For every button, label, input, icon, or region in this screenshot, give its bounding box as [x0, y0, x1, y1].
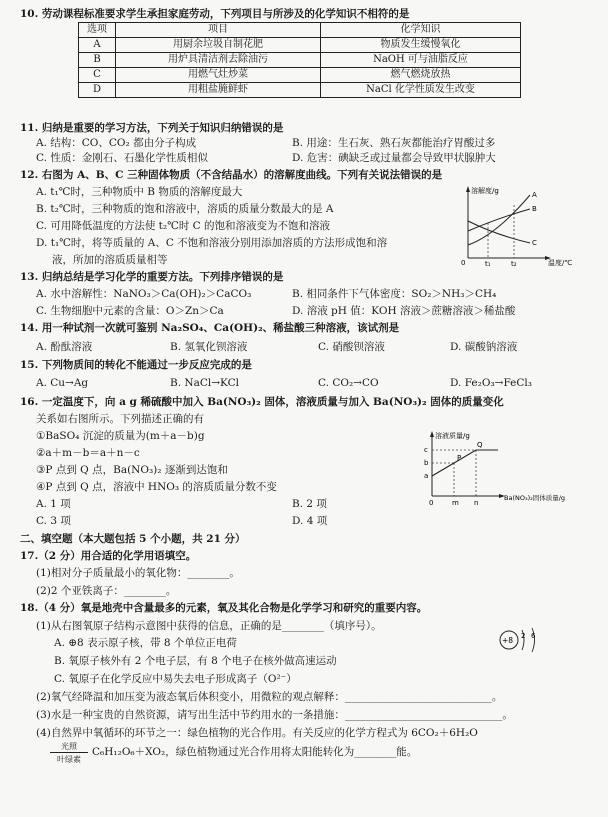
- table-cell: 用燃气灶炒菜: [116, 68, 321, 83]
- point-p-label: P: [457, 454, 462, 462]
- table-row: [79, 83, 521, 98]
- curve-label-c: C: [532, 239, 537, 247]
- section-2-heading: 二、填空题（本大题包括 5 个小题，共 21 分）: [20, 533, 246, 545]
- tick-t1: t₁: [485, 260, 491, 268]
- q15-option-a: A. Cu→Ag: [36, 377, 89, 389]
- q11-option-b: B. 用途：生石灰、熟石灰都能治疗胃酸过多: [292, 137, 496, 149]
- q16-stem-line2: 关系如右图所示。下列描述正确的有: [36, 413, 204, 425]
- q18-part-4-equation: C₆H₁₂O₆＋XO₂，绿色植物通过光合作用将太阳能转化为________能。: [92, 746, 418, 758]
- q11-option-a: A. 结构：CO、CO₂ 都由分子构成: [36, 137, 197, 149]
- q15-stem: 15. 下列物质间的转化不能通过一步反应完成的是: [20, 359, 252, 371]
- q18-part-4: (4)自然界中氧循环的环节之一：绿色植物的光合作用。有关反应的化学方程式为 6CO₂＋6H₂O: [36, 727, 478, 739]
- q16-option-a: A. 1 项: [36, 498, 71, 510]
- x-tick-m: m: [452, 499, 459, 507]
- q16-statement-2: ②a＋m－b＝a＋n－c: [36, 447, 140, 459]
- q17-stem: 17.（2 分）用合适的化学用语填空。: [20, 550, 197, 562]
- table-cell: D: [79, 83, 116, 98]
- q12-stem: 12. 右图为 A、B、C 三种固体物质（不含结晶水）的溶解度曲线。下列有关说法错误的是: [20, 169, 443, 181]
- q15-option-d: D. Fe₂O₃→FeCl₃: [450, 377, 532, 389]
- table-cell: NaCl 化学性质发生改变: [321, 83, 521, 98]
- q13-option-d: D. 溶液 pH 值：KOH 溶液＞蔗糖溶液＞稀盐酸: [292, 305, 516, 317]
- table-cell: 用厨余垃圾自制花肥: [116, 38, 321, 53]
- x-tick-n: n: [474, 499, 479, 507]
- y-axis-label: 溶液质量/g: [435, 432, 470, 440]
- curve-label-b: B: [532, 205, 537, 213]
- solution-mass-figure: [420, 428, 580, 508]
- solubility-curve-figure: [456, 183, 584, 268]
- q17-part-1: (1)相对分子质量最小的氧化物：________。: [36, 567, 240, 579]
- q18-option-b: B. 氧原子核外有 2 个电子层，有 8 个电子在核外做高速运动: [54, 655, 337, 667]
- table-header-cell: 化学知识: [321, 23, 521, 38]
- shell-1-count: 2: [521, 632, 526, 640]
- q18-part-3: (3)水是一种宝贵的自然资源，请写出生活中节约用水的一条措施：______________________________。: [36, 709, 513, 721]
- table-row: [79, 68, 521, 83]
- x-tick-0: 0: [429, 499, 434, 507]
- table-cell: NaOH 可与油脂反应: [321, 53, 521, 68]
- q11-option-d: D. 危害：碘缺乏或过量都会导致甲状腺肿大: [292, 152, 496, 164]
- table-cell: A: [79, 38, 116, 53]
- q16-statement-4: ④P 点到 Q 点，溶液中 HNO₃ 的溶质质量分数不变: [36, 481, 277, 493]
- q15-option-b: B. NaCl→KCl: [170, 377, 239, 389]
- q18-stem: 18.（4 分）氧是地壳中含量最多的元素，氧及其化合物是化学学习和研究的重要内容。: [20, 602, 428, 614]
- q12-option-d-line2: 液，所加的溶质质量相等: [52, 254, 168, 266]
- oxygen-atom-diagram: [496, 620, 546, 660]
- table-header-cell: 项目: [116, 23, 321, 38]
- q12-option-b: B. t₂℃时，三种物质的饱和溶液中，溶质的质量分数最大的是 A: [36, 203, 334, 215]
- q13-option-a: A. 水中溶解性：NaNO₃＞Ca(OH)₂＞CaCO₃: [36, 288, 252, 300]
- table-cell: B: [79, 53, 116, 68]
- q16-option-c: C. 3 项: [36, 515, 71, 527]
- q14-option-d: D. 碳酸钠溶液: [450, 341, 518, 353]
- y-axis-arrow: [466, 186, 470, 192]
- curve-c: [468, 221, 530, 243]
- q16-stem-line1: 16. 一定温度下，向 a g 稀硫酸中加入 Ba(NO₃)₂ 固体，溶液质量与加入 Ba(NO₃)₂ 固体的质量变化: [20, 396, 504, 408]
- q14-option-b: B. 氢氧化钡溶液: [170, 341, 248, 353]
- y-tick-c: c: [424, 446, 428, 454]
- q13-option-c: C. 生物细胞中元素的含量：O＞Zn＞Ca: [36, 305, 224, 317]
- table-row: [79, 38, 521, 53]
- curve-b: [468, 209, 530, 231]
- q13-option-b: B. 相同条件下气体密度：SO₂＞NH₃＞CH₄: [292, 288, 497, 300]
- q16-option-d: D. 4 项: [292, 515, 328, 527]
- q16-statement-1: ①BaSO₄ 沉淀的质量为(m＋a－b)g: [36, 430, 205, 442]
- y-tick-a: a: [424, 472, 429, 480]
- reaction-arrow: [50, 752, 88, 753]
- tick-t2: t₂: [511, 260, 517, 268]
- q12-option-d-line1: D. t₁℃时，将等质量的 A、C 不饱和溶液分别用添加溶质的方法形成饱和溶: [36, 237, 388, 249]
- nucleus-charge: +8: [502, 636, 514, 645]
- q12-option-a: A. t₁℃时，三种物质中 B 物质的溶解度最大: [36, 186, 243, 198]
- q14-stem: 14. 用一种试剂一次就可鉴别 Na₂SO₄、Ca(OH)₂、稀盐酸三种溶液，该试剂是: [20, 322, 400, 334]
- q16-option-b: B. 2 项: [292, 498, 327, 510]
- table-row: [79, 53, 521, 68]
- q18-part-1: (1)从右图氧原子结构示意图中获得的信息，正确的是________（填序号）。: [36, 620, 382, 632]
- x-axis-label: 温度/℃: [548, 259, 573, 267]
- q11-stem: 11. 归纳是重要的学习方法，下列关于知识归纳错误的是: [20, 122, 284, 134]
- q10-table: [78, 22, 521, 98]
- q17-part-2: (2)2 个亚铁离子：________。: [36, 585, 177, 597]
- reaction-condition-chlorophyll: 叶绿素: [57, 755, 81, 764]
- shell-2-count: 6: [531, 632, 536, 640]
- curve-a: [468, 195, 530, 245]
- curve-label-a: A: [532, 191, 537, 199]
- origin-label: 0: [461, 259, 466, 267]
- q14-option-c: C. 硝酸钡溶液: [318, 341, 385, 353]
- q18-option-c: C. 氧原子在化学反应中易失去电子形成离子（O²⁻）: [54, 673, 297, 685]
- reaction-condition-light: 光照: [61, 742, 77, 751]
- table-cell: 物质发生缓慢氧化: [321, 38, 521, 53]
- q15-option-c: C. CO₂→CO: [318, 377, 379, 389]
- q18-option-a: A. ⊕8 表示原子核，带 8 个单位正电荷: [54, 637, 237, 649]
- q13-stem: 13. 归纳总结是学习化学的重要方法。下列排序错误的是: [20, 271, 284, 283]
- q18-part-2: (2)氧气经降温和加压变为液态氧后体积变小，用微粒的观点解释：____________________________。: [36, 691, 503, 703]
- q11-option-c: C. 性质：金刚石、石墨化学性质相似: [36, 152, 208, 164]
- q12-option-c: C. 可用降低温度的方法使 t₂℃时 C 的饱和溶液变为不饱和溶液: [36, 220, 331, 232]
- q10-stem: 10. 劳动课程标准要求学生承担家庭劳动，下列项目与所涉及的化学知识不相符的是: [20, 8, 410, 20]
- y-axis-label: 溶解度/g: [471, 187, 499, 195]
- table-cell: C: [79, 68, 116, 83]
- table-header-cell: 选项: [79, 23, 116, 38]
- point-q-label: Q: [477, 441, 483, 449]
- y-axis-arrow: [430, 431, 434, 437]
- table-cell: 燃气燃烧放热: [321, 68, 521, 83]
- x-axis-label: Ba(NO₃)₂固体质量/g: [504, 494, 566, 502]
- y-tick-b: b: [424, 459, 429, 467]
- q10-table-header: [79, 23, 521, 38]
- table-cell: 用粗盐腌鲜虾: [116, 83, 321, 98]
- q14-option-a: A. 酚酞溶液: [36, 341, 93, 353]
- table-cell: 用炉具清洁剂去除油污: [116, 53, 321, 68]
- q16-statement-3: ③P 点到 Q 点，Ba(NO₃)₂ 逐渐到达饱和: [36, 464, 228, 476]
